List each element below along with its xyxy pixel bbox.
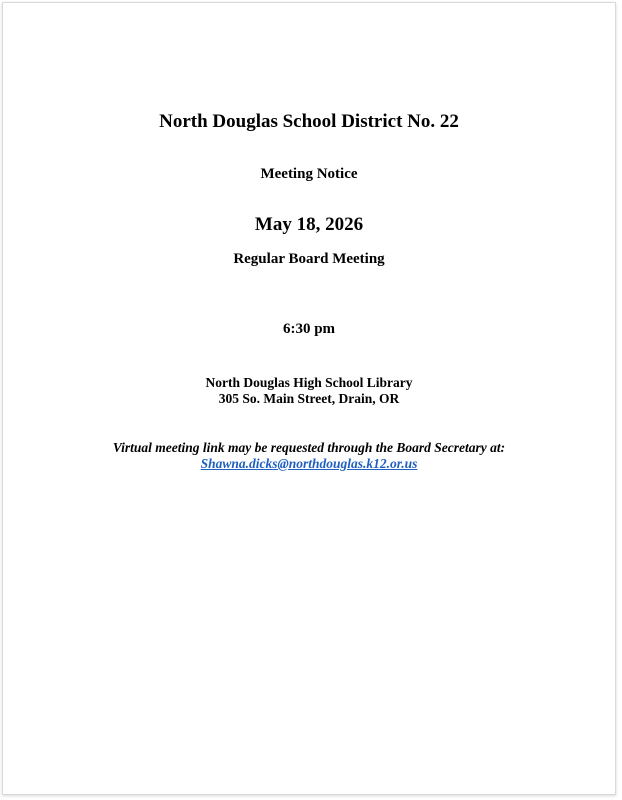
virtual-meeting-note: Virtual meeting link may be requested through the Board Secretary at: [112, 440, 506, 455]
meeting-date: May 18, 2026 [254, 214, 364, 235]
secretary-email-link[interactable]: Shawna.dicks@northdouglas.k12.or.us [200, 456, 418, 471]
notice-title: Meeting Notice [260, 166, 358, 182]
meeting-time: 6:30 pm [282, 321, 336, 337]
document-page [2, 2, 616, 795]
meeting-type: Regular Board Meeting [233, 251, 385, 267]
location-address: 305 So. Main Street, Drain, OR [218, 391, 400, 406]
location-name: North Douglas High School Library [205, 375, 413, 390]
district-name: North Douglas School District No. 22 [159, 111, 459, 132]
